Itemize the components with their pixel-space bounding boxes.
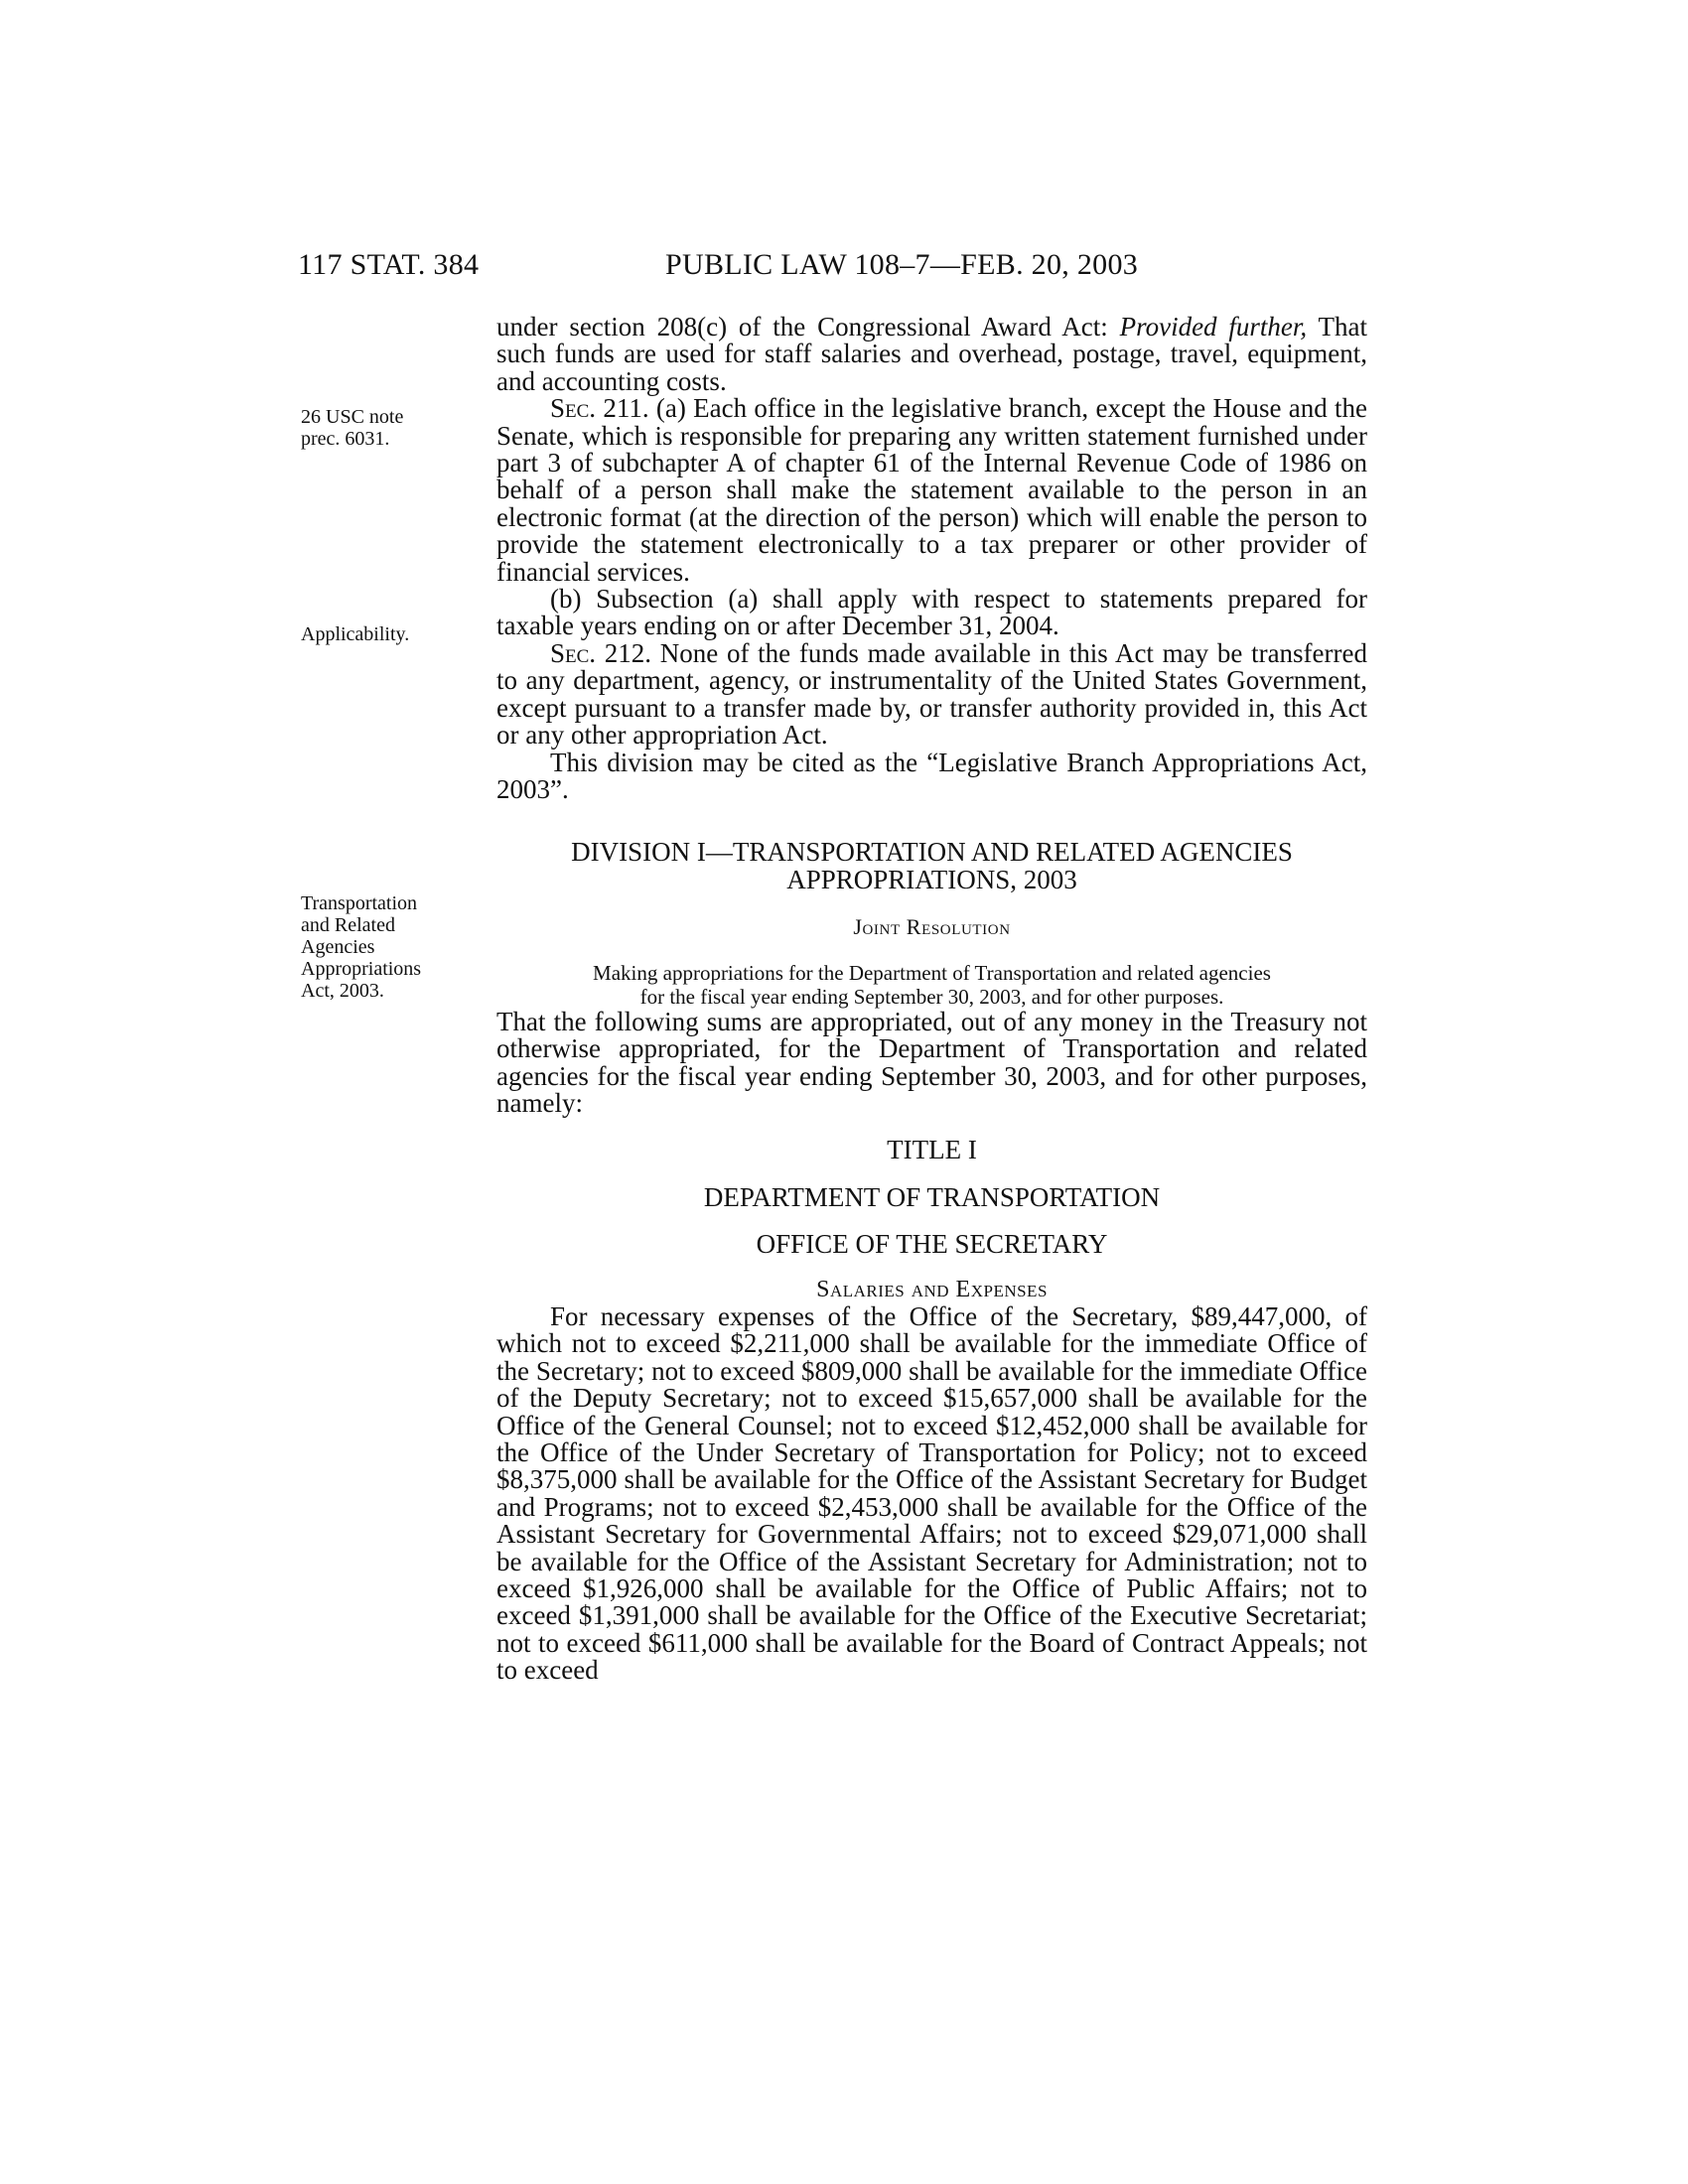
margin-note-tra-act [301,892,421,1002]
margin-note-applicability: Applicability. [301,623,410,645]
sec-211-text: (a) Each office in the legislative branch, except the House and the Senate, which is responsible for preparing any written statement furnished under part 3 of subchapter A of chapter 61 of the Internal Revenue Code of 1986 on behalf of a person shall make the statement available to the person in an electronic format (at the direction of the person) which will enable the person to provide the statement electronically to a tax preparer or other provider of financial services. [496,393,1368,587]
margin-note-tra-line: Act, 2003. [301,980,384,1002]
p1-text-b: That such funds are used for staff salaries and overhead, postage, travel, equipment, and accounting costs. [496,312,1367,396]
margin-note-usc [301,406,403,450]
sec-212-text: None of the funds made available in this Act may be transferred to any department, agency, or instrumentality of the United States Government, except pursuant to a transfer made by, or transfer authority provided in, this Act or any other appropriation Act. [496,637,1367,751]
making-line-1: Making appropriations for the Department of Transportation and related agencies [593,960,1271,985]
division-heading [496,838,1367,893]
page-header [298,248,1390,292]
page-number: 117 STAT. 384 [298,248,480,281]
section-212 [496,637,1367,751]
citation-paragraph: This division may be cited as the “Legislative Branch Appropriations Act, 2003”. [496,747,1367,804]
running-head: PUBLIC LAW 108–7—FEB. 20, 2003 [665,248,1139,281]
sec-212-label: Sec. 212. [550,637,652,668]
section-211 [496,395,1367,586]
margin-note-tra-line: Transportation [301,892,418,914]
margin-note-tra-line: and Related [301,914,395,936]
making-line-2: for the fiscal year ending September 30, 2003, and for other purposes. [639,984,1224,1009]
sec-211-label: Sec. 211. [550,393,649,424]
section-211-b: (b) Subsection (a) shall apply with respect to statements prepared for taxable years ending on or after December 31, 2004. [496,584,1367,641]
resolved-clause: That the following sums are appropriated, out of any money in the Treasury not otherwise appropriated, for the Department of Transportation and related agencies for the fiscal year ending September 30, 2003, and for other purposes, namely: [496,1006,1367,1118]
salaries-heading: Salaries and Expenses [816,1276,1048,1302]
making-appropriations [496,961,1367,1009]
margin-note-tra-line: Agencies [301,936,375,958]
provided-further: Provided further, [1119,312,1308,341]
paragraph-continuation [496,314,1367,395]
salaries-paragraph: For necessary expenses of the Office of the Secretary, $89,447,000, of which not to exceed $2,211,000 shall be available for the immediate Office of the Secretary; not to exceed $809,000 shall be available for the immediate Office of the Deputy Secretary; not to exceed $15,657,000 shall be available for the Office of the General Counsel; not to exceed $12,452,000 shall be available for the Office of the Under Secretary of Transportation for Policy; not to exceed $8,375,000 shall be available for the Office of the Assistant Secretary for Budget and Programs; not to exceed $2,453,000 shall be available for the Office of the Assistant Secretary for Governmental Affairs; not to exceed $29,071,000 shall be available for the Office of the Assistant Secretary for Administration; not to exceed $1,926,000 shall be available for the Office of Public Affairs; not to exceed $1,391,000 shall be available for the Office of the Executive Secretariat; not to exceed $611,000 shall be available for the Board of Contract Appeals; not to exceed [496,1300,1367,1686]
department-heading: DEPARTMENT OF TRANSPORTATION [703,1181,1161,1212]
margin-note-tra-line: Appropriations [301,958,422,980]
title-heading: TITLE I [887,1135,977,1165]
margin-note-usc-line: prec. 6031. [301,428,390,450]
document-body [496,314,1367,1685]
division-line-1: DIVISION I—TRANSPORTATION AND RELATED AGENCIES [571,837,1293,868]
office-heading: OFFICE OF THE SECRETARY [756,1229,1108,1260]
margin-note-usc-line: 26 USC note [301,406,404,428]
joint-resolution-heading: Joint Resolution [853,914,1011,940]
p1-text-a: under section 208(c) of the Congressional Award Act: [496,312,1120,341]
division-line-2: APPROPRIATIONS, 2003 [786,865,1077,895]
